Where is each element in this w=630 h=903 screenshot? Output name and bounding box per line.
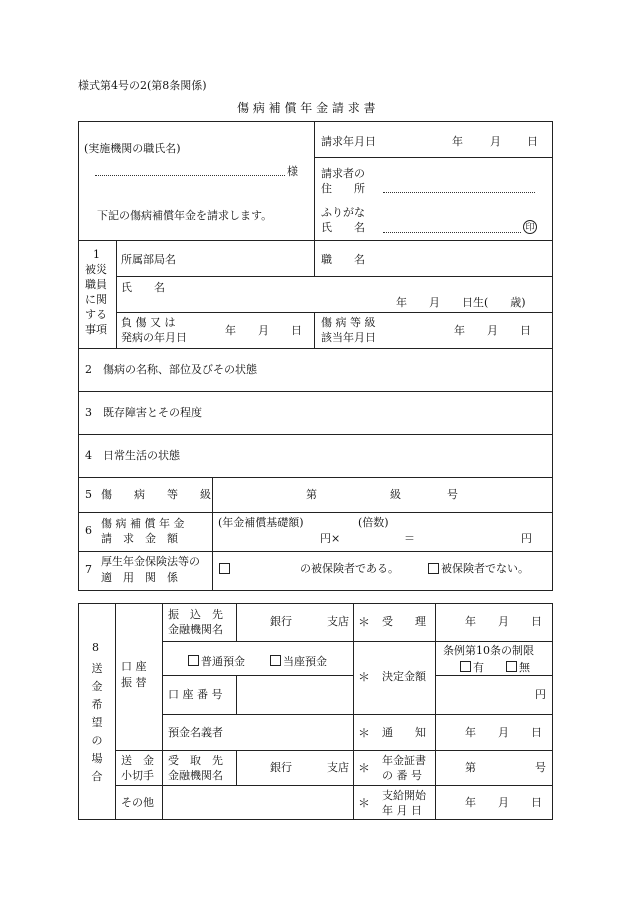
request-date-label: 請求年月日 bbox=[321, 135, 376, 148]
receiver-label-1: 受 取 先 bbox=[168, 754, 223, 767]
section1-number: 1 bbox=[93, 248, 100, 261]
check-label-2: 小切手 bbox=[121, 769, 154, 782]
section1-vertical-title: 被災職員に関する事項 bbox=[85, 263, 107, 336]
current-deposit-option[interactable]: 当座預金 bbox=[270, 653, 327, 669]
certificate-dai: 第 bbox=[465, 761, 476, 774]
receiver-bank-unit: 銀行 bbox=[270, 761, 292, 774]
not-insured-checkbox[interactable] bbox=[428, 563, 441, 576]
limit-no-option[interactable]: 無 bbox=[506, 659, 530, 675]
row7-label-2: 適 用 関 係 bbox=[101, 571, 178, 584]
decided-amount-yen: 円 bbox=[535, 688, 546, 701]
grade-date-label-2: 該当年月日 bbox=[321, 331, 376, 344]
seal-mark: 印 bbox=[523, 220, 537, 234]
row6-yen: 円 bbox=[521, 532, 532, 545]
form-title: 傷 病 補 償 年 金 請 求 書 bbox=[237, 101, 376, 115]
insured-text: の被保険者である。 bbox=[300, 562, 399, 575]
certificate-label-1: 年金証書 bbox=[382, 754, 426, 767]
institution-name-field[interactable] bbox=[95, 175, 285, 176]
star-decided: ＊ bbox=[358, 670, 371, 684]
check-label-1: 送 金 bbox=[121, 754, 154, 767]
transfer-label-1: 口 座 bbox=[121, 660, 147, 673]
grade-date-label-1: 傷 病 等 級 bbox=[321, 316, 376, 329]
limit-yes-option[interactable]: 有 bbox=[460, 659, 484, 675]
row3-label: 3 既存障害とその程度 bbox=[85, 406, 202, 419]
injured-name-label: 氏 名 bbox=[121, 281, 165, 294]
furigana-label: ふりがな bbox=[321, 206, 365, 219]
bank-label-2: 金融機関名 bbox=[168, 623, 223, 636]
row4-label: 4 日常生活の状態 bbox=[85, 449, 180, 462]
grade-date-ymd: 年 月 日 bbox=[454, 324, 531, 337]
request-statement: 下記の傷病補償年金を請求します。 bbox=[97, 209, 273, 222]
row2-label: 2 傷病の名称、部位及びその状態 bbox=[85, 363, 257, 376]
birth-line: 年 月 日生( 歳) bbox=[396, 296, 526, 309]
address-label-1: 請求者の bbox=[321, 167, 365, 180]
section8-vertical-title: 送金希望の場合 bbox=[91, 662, 103, 783]
insured-checkbox[interactable] bbox=[219, 563, 232, 576]
form-number: 様式第4号の2(第8条関係) bbox=[78, 79, 207, 92]
row6-label-1: 傷 病 補 償 年 金 bbox=[101, 517, 185, 530]
request-day-unit: 日 bbox=[527, 135, 538, 148]
injury-date-label-2: 発病の年月日 bbox=[121, 331, 187, 344]
ordinary-deposit-option[interactable]: 普通預金 bbox=[188, 653, 245, 669]
certificate-go: 号 bbox=[535, 761, 546, 774]
row5-go: 号 bbox=[447, 488, 458, 501]
start-date-label-2: 年 月 日 bbox=[382, 804, 422, 817]
transfer-label-2: 振 替 bbox=[121, 676, 147, 689]
department-label: 所属部局名 bbox=[121, 253, 176, 266]
bank-label-1: 振 込 先 bbox=[168, 608, 223, 621]
honorific: 様 bbox=[287, 165, 298, 178]
star-certificate: ＊ bbox=[358, 761, 371, 775]
not-insured-text: 被保険者でない。 bbox=[441, 562, 529, 575]
row7-label-1: 厚生年金保険法等の bbox=[101, 555, 200, 568]
row6-label-2: 請 求 金 額 bbox=[101, 532, 178, 545]
account-holder-label: 預金名義者 bbox=[168, 726, 223, 739]
remittance-table bbox=[78, 603, 553, 820]
star-received: ＊ bbox=[358, 615, 371, 629]
start-date-ymd: 年 月 日 bbox=[465, 796, 542, 809]
claimant-name-field[interactable] bbox=[383, 232, 521, 233]
request-month-unit: 月 bbox=[490, 135, 501, 148]
certificate-label-2: の 番 号 bbox=[382, 769, 422, 782]
address-field[interactable] bbox=[383, 192, 535, 193]
address-label-2: 住 所 bbox=[321, 182, 365, 195]
row5-dai: 第 bbox=[306, 488, 317, 501]
receiver-branch-unit: 支店 bbox=[327, 761, 349, 774]
injury-date-label-1: 負 傷 又 は bbox=[121, 316, 176, 329]
section8-number: 8 bbox=[92, 641, 99, 654]
received-label: 受 理 bbox=[382, 615, 426, 628]
institution-label: (実施機関の職氏名) bbox=[84, 142, 181, 155]
request-year-unit: 年 bbox=[452, 135, 463, 148]
limit-label: 条例第10条の制限 bbox=[443, 644, 534, 657]
row7-number: 7 bbox=[85, 563, 92, 576]
star-start-date: ＊ bbox=[358, 796, 371, 810]
star-notice: ＊ bbox=[358, 726, 371, 740]
decided-amount-label: 決定金額 bbox=[382, 670, 426, 683]
injury-date-ymd: 年 月 日 bbox=[225, 324, 302, 337]
start-date-label-1: 支給開始 bbox=[382, 789, 426, 802]
row6-number: 6 bbox=[85, 524, 92, 537]
row5-label: 傷 病 等 級 bbox=[101, 488, 211, 501]
row6-equals: ＝ bbox=[404, 532, 415, 545]
account-number-label: 口 座 番 号 bbox=[168, 688, 223, 701]
branch-unit: 支店 bbox=[327, 615, 349, 628]
received-ymd: 年 月 日 bbox=[465, 615, 542, 628]
other-label: その他 bbox=[121, 796, 154, 809]
row6-multiplier-label: (倍数) bbox=[358, 516, 389, 529]
claimant-name-label: 氏 名 bbox=[321, 221, 365, 234]
position-label: 職 名 bbox=[321, 253, 365, 266]
row5-number: 5 bbox=[85, 488, 92, 501]
row6-base-label: (年金補償基礎額) bbox=[218, 516, 304, 529]
row6-yen-times: 円× bbox=[320, 532, 341, 545]
notice-label: 通 知 bbox=[382, 726, 426, 739]
receiver-label-2: 金融機関名 bbox=[168, 769, 223, 782]
notice-ymd: 年 月 日 bbox=[465, 726, 542, 739]
bank-unit: 銀行 bbox=[270, 615, 292, 628]
row5-kyu: 級 bbox=[390, 488, 401, 501]
